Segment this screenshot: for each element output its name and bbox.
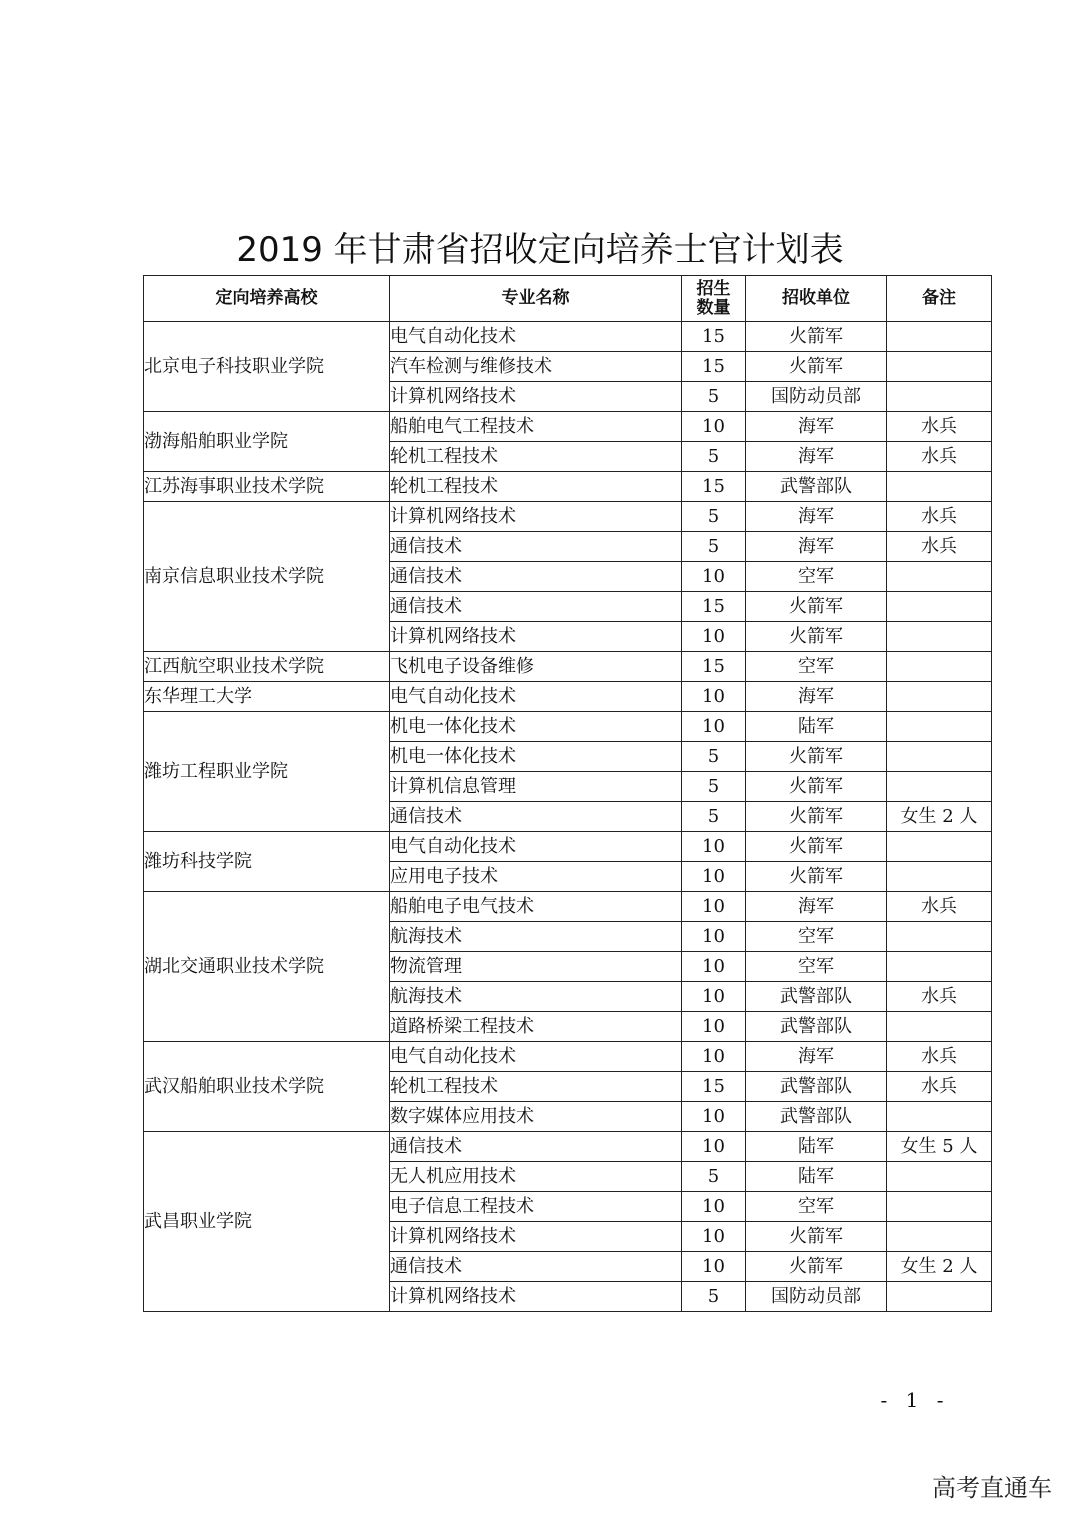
page-title: 2019 年甘肃省招收定向培养士官计划表 — [236, 230, 844, 270]
count-cell: 5 — [682, 502, 746, 532]
major-cell: 通信技术 — [390, 1252, 682, 1282]
count-cell: 10 — [682, 1132, 746, 1162]
table-row — [144, 322, 992, 352]
major-cell: 电子信息工程技术 — [390, 1192, 682, 1222]
header-count — [682, 276, 746, 322]
unit-cell: 火箭军 — [746, 742, 887, 772]
count-cell: 10 — [682, 622, 746, 652]
note-cell — [887, 922, 992, 952]
note-cell: 水兵 — [887, 412, 992, 442]
note-cell: 水兵 — [887, 892, 992, 922]
school-cell: 东华理工大学 — [144, 682, 390, 712]
major-cell: 船舶电气工程技术 — [390, 412, 682, 442]
note-cell — [887, 1162, 992, 1192]
unit-cell: 陆军 — [746, 1162, 887, 1192]
count-cell: 5 — [682, 442, 746, 472]
major-cell: 通信技术 — [390, 1132, 682, 1162]
header-school: 定向培养高校 — [144, 276, 390, 322]
major-cell: 机电一体化技术 — [390, 712, 682, 742]
unit-cell: 陆军 — [746, 1132, 887, 1162]
unit-cell: 武警部队 — [746, 982, 887, 1012]
note-cell: 水兵 — [887, 532, 992, 562]
count-cell: 10 — [682, 952, 746, 982]
count-cell: 10 — [682, 1192, 746, 1222]
unit-cell: 空军 — [746, 652, 887, 682]
major-cell: 飞机电子设备维修 — [390, 652, 682, 682]
unit-cell: 火箭军 — [746, 862, 887, 892]
school-cell: 江西航空职业技术学院 — [144, 652, 390, 682]
table-row — [144, 502, 992, 532]
unit-cell: 火箭军 — [746, 352, 887, 382]
count-cell: 5 — [682, 802, 746, 832]
watermark: 高考直通车 — [932, 1474, 1052, 1502]
count-cell: 15 — [682, 472, 746, 502]
table-row — [144, 412, 992, 442]
note-cell: 水兵 — [887, 1042, 992, 1072]
note-cell: 水兵 — [887, 502, 992, 532]
major-cell: 数字媒体应用技术 — [390, 1102, 682, 1132]
header-major: 专业名称 — [390, 276, 682, 322]
count-cell: 15 — [682, 1072, 746, 1102]
major-cell: 计算机网络技术 — [390, 502, 682, 532]
unit-cell: 海军 — [746, 892, 887, 922]
unit-cell: 国防动员部 — [746, 1282, 887, 1312]
table-row — [144, 1132, 992, 1162]
note-cell — [887, 652, 992, 682]
header-note: 备注 — [887, 276, 992, 322]
unit-cell: 火箭军 — [746, 802, 887, 832]
major-cell: 物流管理 — [390, 952, 682, 982]
count-cell: 10 — [682, 892, 746, 922]
note-cell — [887, 862, 992, 892]
note-cell — [887, 382, 992, 412]
unit-cell: 火箭军 — [746, 622, 887, 652]
table-header-row — [144, 276, 992, 322]
count-cell: 10 — [682, 922, 746, 952]
note-cell — [887, 1012, 992, 1042]
header-count-line2: 数量 — [696, 297, 731, 318]
count-cell: 10 — [682, 712, 746, 742]
table-row — [144, 832, 992, 862]
count-cell: 15 — [682, 322, 746, 352]
count-cell: 5 — [682, 1162, 746, 1192]
school-cell: 武昌职业学院 — [144, 1132, 390, 1312]
major-cell: 通信技术 — [390, 802, 682, 832]
unit-cell: 空军 — [746, 952, 887, 982]
major-cell: 计算机网络技术 — [390, 1222, 682, 1252]
note-cell — [887, 742, 992, 772]
note-cell: 女生 2 人 — [887, 802, 992, 832]
note-cell — [887, 592, 992, 622]
count-cell: 10 — [682, 1102, 746, 1132]
note-cell — [887, 712, 992, 742]
note-cell — [887, 472, 992, 502]
note-cell — [887, 952, 992, 982]
major-cell: 通信技术 — [390, 562, 682, 592]
major-cell: 计算机网络技术 — [390, 1282, 682, 1312]
school-cell: 潍坊科技学院 — [144, 832, 390, 892]
note-cell — [887, 1222, 992, 1252]
unit-cell: 海军 — [746, 502, 887, 532]
unit-cell: 海军 — [746, 532, 887, 562]
major-cell: 计算机网络技术 — [390, 622, 682, 652]
count-cell: 15 — [682, 592, 746, 622]
unit-cell: 海军 — [746, 682, 887, 712]
unit-cell: 空军 — [746, 562, 887, 592]
note-cell — [887, 562, 992, 592]
unit-cell: 武警部队 — [746, 1012, 887, 1042]
count-cell: 10 — [682, 1012, 746, 1042]
school-cell: 潍坊工程职业学院 — [144, 712, 390, 832]
school-cell: 南京信息职业技术学院 — [144, 502, 390, 652]
major-cell: 机电一体化技术 — [390, 742, 682, 772]
count-cell: 5 — [682, 382, 746, 412]
count-cell: 10 — [682, 412, 746, 442]
school-cell: 湖北交通职业技术学院 — [144, 892, 390, 1042]
table-row — [144, 652, 992, 682]
count-cell: 5 — [682, 1282, 746, 1312]
major-cell: 计算机网络技术 — [390, 382, 682, 412]
major-cell: 道路桥梁工程技术 — [390, 1012, 682, 1042]
note-cell: 女生 5 人 — [887, 1132, 992, 1162]
unit-cell: 海军 — [746, 412, 887, 442]
unit-cell: 火箭军 — [746, 592, 887, 622]
count-cell: 10 — [682, 862, 746, 892]
table-row — [144, 892, 992, 922]
count-cell: 5 — [682, 532, 746, 562]
note-cell — [887, 622, 992, 652]
note-cell: 水兵 — [887, 1072, 992, 1102]
unit-cell: 火箭军 — [746, 832, 887, 862]
count-cell: 5 — [682, 772, 746, 802]
note-cell — [887, 1282, 992, 1312]
unit-cell: 火箭军 — [746, 322, 887, 352]
unit-cell: 火箭军 — [746, 1222, 887, 1252]
unit-cell: 国防动员部 — [746, 382, 887, 412]
note-cell — [887, 682, 992, 712]
unit-cell: 火箭军 — [746, 1252, 887, 1282]
count-cell: 15 — [682, 352, 746, 382]
major-cell: 船舶电子电气技术 — [390, 892, 682, 922]
unit-cell: 空军 — [746, 1192, 887, 1222]
note-cell — [887, 1102, 992, 1132]
note-cell — [887, 1192, 992, 1222]
major-cell: 电气自动化技术 — [390, 1042, 682, 1072]
unit-cell: 武警部队 — [746, 1072, 887, 1102]
unit-cell: 陆军 — [746, 712, 887, 742]
note-cell: 水兵 — [887, 982, 992, 1012]
count-cell: 10 — [682, 1222, 746, 1252]
note-cell — [887, 772, 992, 802]
table-row — [144, 712, 992, 742]
major-cell: 电气自动化技术 — [390, 682, 682, 712]
major-cell: 通信技术 — [390, 592, 682, 622]
table-body — [144, 322, 992, 1312]
note-cell: 女生 2 人 — [887, 1252, 992, 1282]
unit-cell: 海军 — [746, 1042, 887, 1072]
major-cell: 航海技术 — [390, 922, 682, 952]
recruitment-plan-table — [143, 275, 992, 1312]
header-count-line1: 招生 — [696, 278, 731, 299]
major-cell: 轮机工程技术 — [390, 472, 682, 502]
unit-cell: 海军 — [746, 442, 887, 472]
school-cell: 北京电子科技职业学院 — [144, 322, 390, 412]
note-cell — [887, 352, 992, 382]
page-number: - 1 - — [880, 1388, 950, 1412]
major-cell: 航海技术 — [390, 982, 682, 1012]
note-cell — [887, 322, 992, 352]
major-cell: 无人机应用技术 — [390, 1162, 682, 1192]
major-cell: 汽车检测与维修技术 — [390, 352, 682, 382]
school-cell: 江苏海事职业技术学院 — [144, 472, 390, 502]
note-cell: 水兵 — [887, 442, 992, 472]
count-cell: 10 — [682, 1042, 746, 1072]
table-row — [144, 682, 992, 712]
unit-cell: 武警部队 — [746, 472, 887, 502]
unit-cell: 武警部队 — [746, 1102, 887, 1132]
school-cell: 渤海船舶职业学院 — [144, 412, 390, 472]
major-cell: 计算机信息管理 — [390, 772, 682, 802]
header-unit: 招收单位 — [746, 276, 887, 322]
unit-cell: 空军 — [746, 922, 887, 952]
count-cell: 10 — [682, 832, 746, 862]
major-cell: 轮机工程技术 — [390, 1072, 682, 1102]
table-row — [144, 472, 992, 502]
count-cell: 10 — [682, 1252, 746, 1282]
count-cell: 15 — [682, 652, 746, 682]
count-cell: 5 — [682, 742, 746, 772]
count-cell: 10 — [682, 562, 746, 592]
major-cell: 应用电子技术 — [390, 862, 682, 892]
major-cell: 电气自动化技术 — [390, 322, 682, 352]
count-cell: 10 — [682, 982, 746, 1012]
major-cell: 轮机工程技术 — [390, 442, 682, 472]
table-row — [144, 1042, 992, 1072]
major-cell: 通信技术 — [390, 532, 682, 562]
note-cell — [887, 832, 992, 862]
school-cell: 武汉船舶职业技术学院 — [144, 1042, 390, 1132]
count-cell: 10 — [682, 682, 746, 712]
major-cell: 电气自动化技术 — [390, 832, 682, 862]
unit-cell: 火箭军 — [746, 772, 887, 802]
